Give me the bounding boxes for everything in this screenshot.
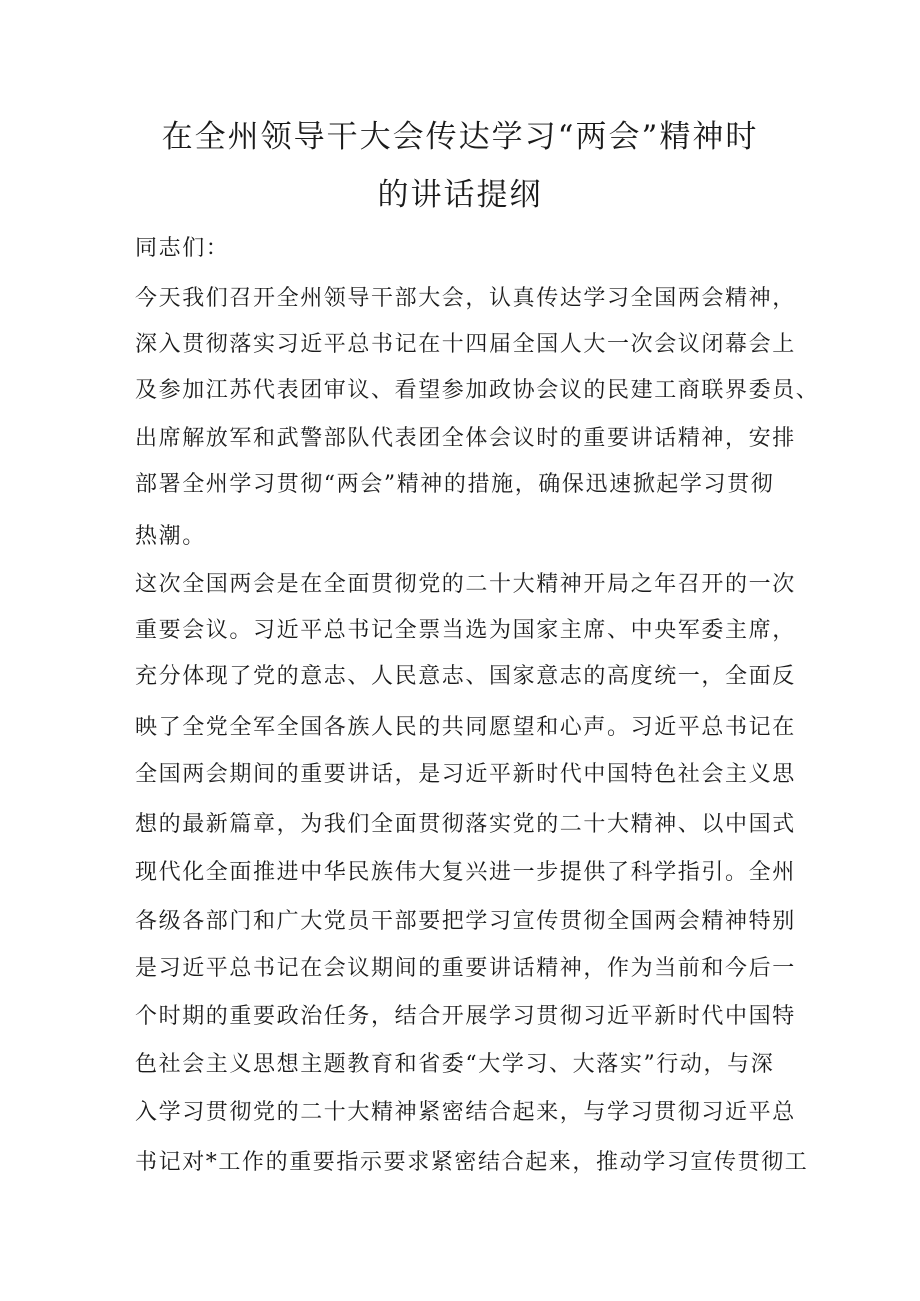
document-title-line-1: 在全州领导干大会传达学习“两会”精神时 [161,119,759,155]
body-line: 充分体现了党的意志、人民意志、国家意志的高度统一，全面反 [135,664,796,689]
body-line: 现代化全面推进中华民族伟大复兴进一步提供了科学指引。全州 [135,860,796,885]
body-line: 是习近平总书记在会议期间的重要讲话精神，作为当前和今后一 [135,956,796,981]
body-line: 想的最新篇章，为我们全面贯彻落实党的二十大精神、以中国式 [135,812,796,837]
body-line: 今天我们召开全州领导干部大会，认真传达学习全国两会精神， [135,286,796,311]
body-line: 映了全党全军全国各族人民的共同愿望和心声。习近平总书记在 [135,715,796,740]
body-line: 入学习贯彻党的二十大精神紧密结合起来，与学习贯彻习近平总 [135,1100,796,1125]
body-line: 出席解放军和武警部队代表团全体会议时的重要讲话精神，安排 [135,426,796,451]
body-line: 这次全国两会是在全面贯彻党的二十大精神开局之年召开的一次 [135,572,796,597]
body-line: 重要会议。习近平总书记全票当选为国家主席、中央军委主席， [135,618,796,643]
body-line: 色社会主义思想主题教育和省委“大学习、大落实”行动，与深 [135,1052,775,1077]
body-line: 书记对*工作的重要指示要求紧密结合起来，推动学习宣传贯彻工 [135,1150,809,1175]
body-line: 各级各部门和广大党员干部要把学习宣传贯彻全国两会精神特别 [135,909,796,934]
document-title-line-2: 的讲话提纲 [377,177,543,213]
body-line: 部署全州学习贯彻“两会”精神的措施，确保迅速掀起学习贯彻 [135,472,775,497]
body-line: 深入贯彻落实习近平总书记在十四届全国人大一次会议闭幕会上 [135,332,796,357]
body-line: 热潮。 [135,524,206,549]
salutation: 同志们： [135,236,230,261]
body-line: 及参加江苏代表团审议、看望参加政协会议的民建工商联界委员、 [135,378,820,403]
body-line: 个时期的重要政治任务，结合开展学习贯彻习近平新时代中国特 [135,1004,796,1029]
body-line: 全国两会期间的重要讲话，是习近平新时代中国特色社会主义思 [135,762,796,787]
